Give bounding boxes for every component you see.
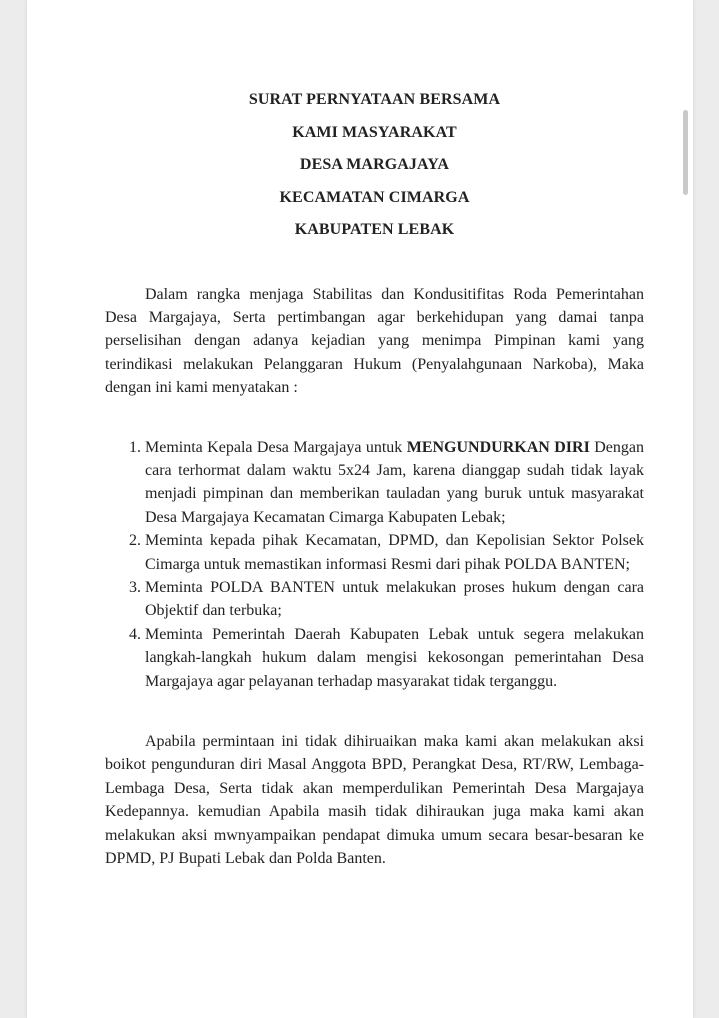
list-item: 3. Meminta POLDA BANTEN untuk melakukan proses hukum dengan cara Objektif dan terbuka; bbox=[145, 576, 644, 623]
item-1-emphasis: MENGUNDURKAN DIRI bbox=[406, 438, 590, 456]
document-content bbox=[105, 84, 644, 870]
item-1-text-after: Dengan cara terhormat dalam waktu 5x24 Jam, karena dianggap sudah tidak layak menjadi pimpinan dan memberikan tauladan yang buruk untuk masyarakat Desa Margajaya Kecamatan Cimarga Kabupaten Lebak; bbox=[145, 438, 644, 526]
closing-paragraph: Apabila permintaan ini tidak dihiruaikan maka kami akan melakukan aksi boikot pengunduran diri Masal Anggota BPD, Perangkat Desa, RT/RW, Lembaga-Lembaga Desa, Serta tidak akan memperdulikan Pemerintah Desa Margajaya Kedepannya. kemudian Apabila masih tidak dihiraukan juga maka kami akan melakukan aksi mwnyampaikan pendapat dimuka umum secara besar-besaran ke DPMD, PJ Bupati Lebak dan Polda Banten. bbox=[105, 733, 644, 868]
document-page bbox=[27, 0, 693, 1018]
list-item: 2. Meminta kepada pihak Kecamatan, DPMD, dan Kepolisian Sektor Polsek Cimarga untuk memastikan informasi Resmi dari pihak POLDA BANTEN; bbox=[145, 529, 644, 576]
heading-line-4: KECAMATAN CIMARGA bbox=[279, 188, 470, 206]
heading-line-2: KAMI MASYARAKAT bbox=[292, 123, 457, 141]
list-item bbox=[145, 436, 644, 530]
item-1-text-before: Meminta Kepala Desa Margajaya untuk bbox=[145, 438, 407, 456]
scrollbar-thumb[interactable] bbox=[683, 110, 688, 195]
request-list bbox=[105, 436, 644, 693]
document-heading bbox=[105, 84, 644, 247]
heading-line-5: KABUPATEN LEBAK bbox=[294, 221, 455, 238]
heading-line-3: DESA MARGAJAYA bbox=[299, 156, 450, 173]
intro-paragraph: Dalam rangka menjaga Stabilitas dan Kondusitifitas Roda Pemerintahan Desa Margajaya, Serta pertimbangan agar berkehidupan yang damai tanpa perselisihan dengan adanya kejadian yang menimpa Pimpinan kami yang terindikasi melakukan Pelanggaran Hukum (Penyalahgunaan Narkoba), Maka dengan ini kami menyatakan : bbox=[105, 285, 644, 397]
heading-line-1: SURAT PERNYATAAN BERSAMA bbox=[248, 91, 501, 108]
list-item: 4. Meminta Pemerintah Daerah Kabupaten Lebak untuk segera melakukan langkah-langkah hukum dalam mengisi kekosongan pemerintahan Desa Margajaya agar pelayanan terhadap masyarakat tidak terganggu. bbox=[145, 623, 644, 693]
